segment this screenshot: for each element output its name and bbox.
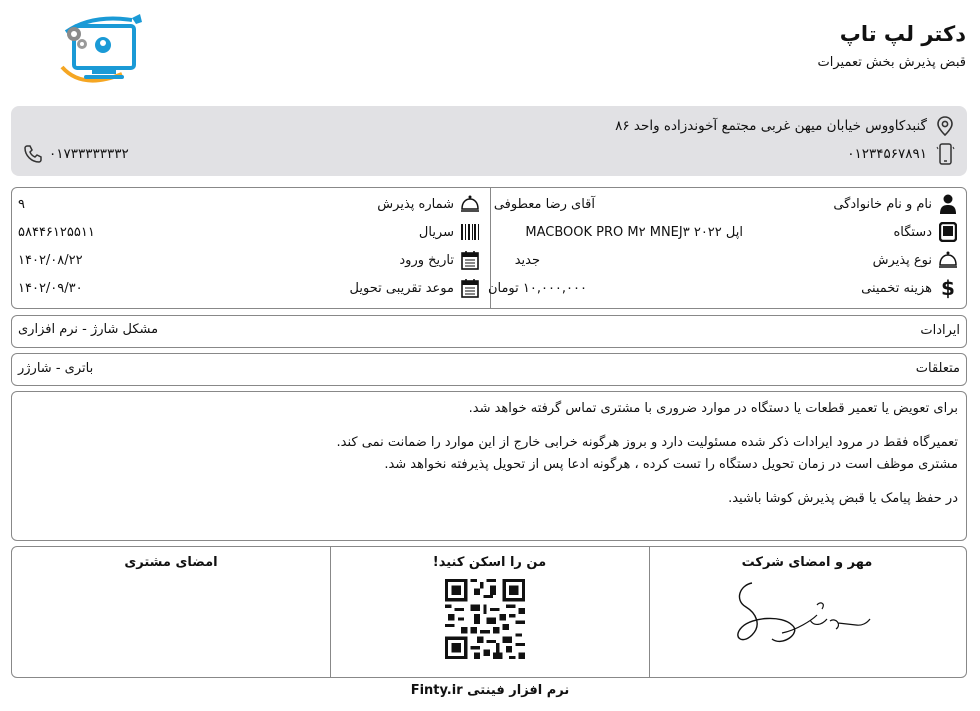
qr-code[interactable] <box>445 579 525 659</box>
customer-signature-title: امضای مشتری <box>124 555 218 570</box>
serial-label: سریال <box>419 222 480 242</box>
receipt-number-value: ۹ <box>18 197 25 212</box>
qr-cell <box>330 547 649 677</box>
company-signature-title: مهر و امضای شرکت <box>741 555 873 570</box>
company-title: دکتر لپ تاپ <box>839 22 966 46</box>
device-value: اپل ۲۰۲۲ MACBOOK PRO M۲ MNEJ۳ <box>525 225 743 240</box>
accessories-label: متعلقات <box>915 361 960 376</box>
serial-value: ۵۸۴۴۶۱۲۵۵۱۱ <box>18 225 95 240</box>
term-line: در حفظ پیامک یا قبض پذیرش کوشا باشید. <box>728 491 958 506</box>
user-icon <box>938 194 958 214</box>
barcode-icon <box>460 222 480 242</box>
phone-icon <box>23 144 43 164</box>
company-signature-cell <box>648 547 966 677</box>
delivery-date-label: موعد تقریبی تحویل <box>350 278 480 298</box>
term-line: تعمیرگاه فقط در مرود ایرادات ذکر شده مسئولیت دارد و بروز هرگونه خرابی خارج از این موارد را ضمانت نمی کند. <box>336 435 958 450</box>
receipt-info-table <box>11 187 967 309</box>
cost-label: $ هزینه تخمینی <box>861 278 958 298</box>
footer-credit[interactable]: نرم افزار فینتی Finty.ir <box>410 683 570 698</box>
receipt-number-label: شماره پذیرش <box>377 194 480 214</box>
location-pin-icon <box>935 116 955 136</box>
customer-signature-cell <box>12 547 330 677</box>
sign-divider <box>649 547 650 677</box>
terms-box <box>11 391 967 541</box>
term-line: مشتری موظف است در زمان تحویل دستگاه را تست کرده ، هرگونه ادعا پس از تحویل پذیرفته نخواهد شد. <box>384 457 958 472</box>
accessories-value: باتری - شارژر <box>18 361 94 376</box>
calendar-icon <box>460 250 480 270</box>
address-line <box>615 116 955 136</box>
dollar-icon: $ <box>941 276 955 300</box>
device-label: دستگاه <box>893 222 958 242</box>
cost-value: ۱۰,۰۰۰,۰۰۰ تومان <box>487 281 587 296</box>
issues-row <box>11 315 967 348</box>
name-label: نام و نام خانوادگی <box>833 194 958 214</box>
entry-date-value: ۱۴۰۲/۰۸/۲۲ <box>18 253 83 268</box>
name-value: آقای رضا معطوفی <box>493 197 595 212</box>
terms-text <box>28 398 958 510</box>
type-value: جدید <box>514 253 540 268</box>
sign-divider <box>330 547 331 677</box>
tablet-icon <box>938 222 958 242</box>
mobile-line <box>847 144 955 164</box>
signature-box <box>11 546 967 678</box>
phone-number[interactable]: ۰۱۷۳۳۳۳۳۳۳۲ <box>49 146 129 162</box>
phone-line <box>23 144 129 164</box>
address-text: گنبدکاووس خیابان میهن غربی مجتمع آخوندزاده واحد ۸۶ <box>615 118 927 134</box>
accessories-row <box>11 353 967 386</box>
mobile-phone-icon <box>935 144 955 164</box>
calendar-icon <box>460 278 480 298</box>
service-bell-icon <box>460 194 480 214</box>
term-line: برای تعویض یا تعمیر قطعات یا دستگاه در موارد ضروری با مشتری تماس گرفته خواهد شد. <box>468 401 958 416</box>
company-signature-image <box>722 575 882 675</box>
issues-value: مشکل شارژ - نرم افزاری <box>18 322 159 337</box>
company-logo <box>52 12 148 92</box>
service-bell-icon <box>938 250 958 270</box>
issues-label: ایرادات <box>920 323 960 338</box>
delivery-date-value: ۱۴۰۲/۰۹/۳۰ <box>18 281 83 296</box>
contact-box <box>11 106 967 176</box>
header <box>0 0 980 100</box>
mobile-number[interactable]: ۰۱۲۳۴۵۶۷۸۹۱ <box>847 146 927 162</box>
qr-title: من را اسکن کنید! <box>432 555 547 570</box>
company-subtitle: قبض پذیرش بخش تعمیرات <box>817 55 966 70</box>
entry-date-label: تاریخ ورود <box>399 250 480 270</box>
type-label: نوع پذیرش <box>873 250 958 270</box>
